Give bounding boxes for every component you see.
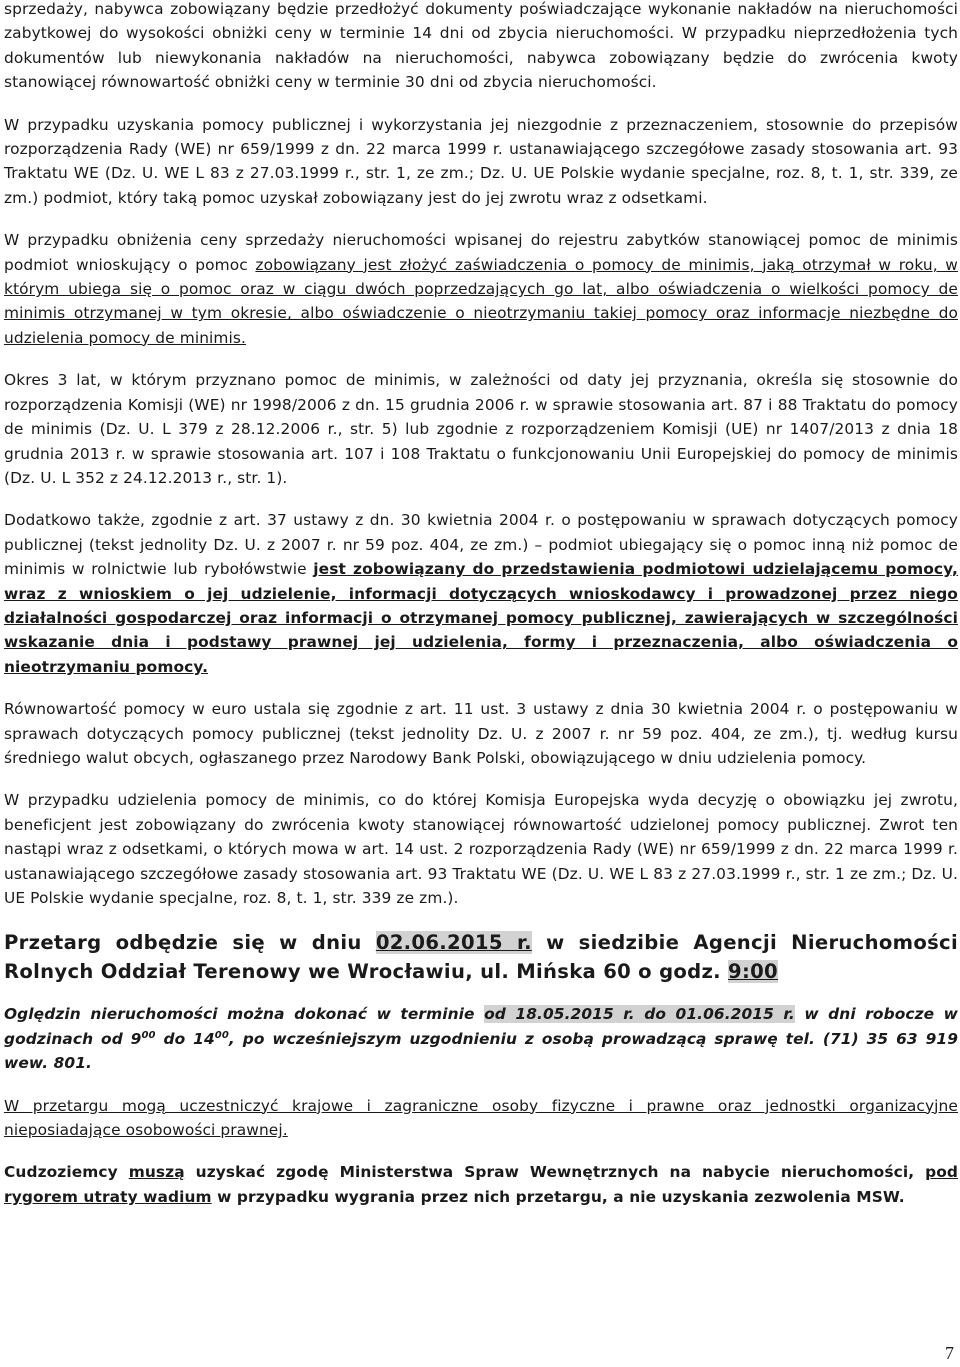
foreigners-text-3: w przypadku wygrania przez nich przetargu, a nie uzyskania zezwolenia MSW.	[211, 1187, 905, 1206]
de-minimis-obligation: zobowiązany jest złożyć zaświadczenia o pomocy de minimis, jaką otrzymał w roku, w którym ubiega się o pomoc oraz w ciągu dwóch poprzedzających go lat, albo oświadczenia o wielkości pomocy de minimis otrzymanej w tym okresie, albo oświadczenie o nieotrzymaniu takiej pomocy oraz informacje niezbędne do udzielenia pomocy de minimis.	[4, 255, 958, 347]
additional-obligation: jest zobowiązany do przedstawienia podmiotowi udzielającemu pomocy, wraz z wnioskiem o jej udzielenie, informacji dotyczących wnioskodawcy i prowadzonej przez niego działalności gospodarczej oraz informacji o otrzymanej pomocy publicznej, zawierających w szczególności wskazanie dnia i podstawy prawnej jej udzielenia, formy i przeznaczenia, albo oświadczenia o nieotrzymaniu pomocy.	[4, 560, 958, 676]
paragraph-additional-info	[4, 508, 958, 679]
document-page	[4, 0, 958, 1227]
auction-text-2: w siedzibie Agencji Nieruchomości Rolnych Oddział Terenowy we Wrocławiu, ul. Mińska 60 o godz.	[4, 931, 958, 984]
inspection-text-3: do 14	[155, 1029, 215, 1048]
paragraph-aid-return: W przypadku udzielenia pomocy de minimis, co do której Komisja Europejska wyda decyzję o obowiązku jej zwrotu, beneficjent jest zobowiązany do zwrócenia kwoty stanowiącej równowartość udzielonej pomocy publicznej. Zwrot ten nastąpi wraz z odsetkami, o których mowa w art. 14 ust. 2 rozporządzenia Rady (WE) nr 659/1999 z dn. 22 marca 1999 r. ustanawiającego szczegółowe zasady stosowania art. 93 Traktatu WE (Dz. U. WE L 83 z 27.03.1999 r., str. 1 ze zm.; Dz. U. UE Polskie wydanie specjalne, roz. 8, t. 1, str. 339 ze zm.).	[4, 791, 958, 907]
inspection-text-1: Oględzin nieruchomości można dokonać w terminie	[4, 1005, 485, 1024]
auction-time: 9:00	[728, 960, 778, 984]
foreigners-must: muszą	[128, 1163, 185, 1182]
paragraph-public-aid-misuse: W przypadku uzyskania pomocy publicznej i wykorzystania jej niezgodnie z przeznaczeniem, stosownie do przepisów rozporządzenia Rady (WE) nr 659/1999 z dn. 22 marca 1999 r. ustanawiającego szczegółowe zasady stosowania art. 93 Traktatu WE (Dz. U. WE L 83 z 27.03.1999 r., str. 1, ze zm.; Dz. U. UE Polskie wydanie specjalne, roz. 8, t. 1, str. 339, ze zm.) podmiot, który taką pomoc uzyskał zobowiązany jest do jej zwrotu wraz z odsetkami.	[4, 115, 958, 207]
auction-text-1: Przetarg odbędzie się w dniu	[4, 931, 376, 955]
inspection-text-2: w dni robocze w godzinach od 9	[4, 1005, 959, 1048]
additional-intro: Dodatkowo także, zgodnie z art. 37 ustawy z dn. 30 kwietnia 2004 r. o postępowaniu w sprawach dotyczących pomocy publicznej (tekst jednolity Dz. U. z 2007 r. nr 59 poz. 404, ze zm.) – podmiot ubiegający się o pomoc inną niż pomoc de minimis w rolnictwie lub rybołówstwie	[4, 511, 958, 579]
paragraph-de-minimis-certificates	[4, 228, 958, 350]
foreigners-penalty: pod rygorem utraty wadium	[4, 1163, 958, 1206]
auction-announcement	[4, 928, 958, 986]
paragraph-monument-outlays: sprzedaży, nabywca zobowiązany będzie przedłożyć dokumenty poświadczające wykonanie nakładów na nieruchomości zabytkowej do wysokości obniżki ceny w terminie 14 dni od zbycia nieruchomości. W przypadku nieprzedłożenia tych dokumentów lub niewykonania nakładów na nieruchomości, nabywca zobowiązany będzie do zwrócenia kwoty stanowiącej równowartość obniżki ceny w terminie 30 dni od zbycia nieruchomości.	[4, 0, 958, 92]
auction-date: 02.06.2015 r.	[375, 931, 532, 955]
inspection-period: od 18.05.2015 r. do 01.06.2015 r.	[484, 1005, 795, 1024]
inspection-text-4: , po wcześniejszym uzgodnieniu z osobą prowadzącą sprawę tel. (71) 35 63 919 wew. 801.	[4, 1029, 958, 1073]
paragraph-three-year-period: Okres 3 lat, w którym przyznano pomoc de minimis, w zależności od daty jej przyznania, określa się stosownie do rozporządzenia Komisji (WE) nr 1998/2006 z dn. 15 grudnia 2006 r. w sprawie stosowania art. 87 i 88 Traktatu do pomocy de minimis (Dz. U. L 379 z 28.12.2006 r., str. 5) lub zgodnie z rozporządzeniem Komisji (UE) nr 1407/2013 z dnia 18 grudnia 2013 r. w sprawie stosowania art. 107 i 108 Traktatu o funkcjonowaniu Unii Europejskiej do pomocy de minimis (Dz. U. L 352 z 24.12.2013 r., str. 1).	[4, 371, 958, 487]
foreigners-text-1: Cudzoziemcy	[4, 1163, 129, 1182]
inspection-hour-to-sup: 00	[214, 1029, 229, 1041]
paragraph-euro-equivalent: Równowartość pomocy w euro ustala się zgodnie z art. 11 ust. 3 ustawy z dnia 30 kwietnia 2004 r. o postępowaniu w sprawach dotyczących pomocy publicznej (tekst jednolity Dz. U. z 2007 r. nr 59 poz. 404, ze zm.), tj. według kursu średniego walut obcych, ogłaszanego przez Narodowy Bank Polski, obowiązującego w dniu udzielenia pomocy.	[4, 700, 958, 767]
foreigners-text-2: uzyskać zgodę Ministerstwa Spraw Wewnętrznych na nabycie nieruchomości,	[184, 1163, 926, 1182]
inspection-info	[4, 1002, 958, 1075]
de-minimis-intro: W przypadku obniżenia ceny sprzedaży nieruchomości wpisanej do rejestru zabytków stanowiącej pomoc de minimis podmiot wnioskujący o pomoc	[4, 231, 958, 274]
page-number: 7	[945, 1343, 954, 1363]
foreigners-info	[4, 1160, 958, 1209]
inspection-hour-from-sup: 00	[141, 1029, 156, 1041]
participants-info: W przetargu mogą uczestniczyć krajowe i zagraniczne osoby fizyczne i prawne oraz jednostki organizacyjne nieposiadające osobowości prawnej.	[4, 1096, 958, 1140]
